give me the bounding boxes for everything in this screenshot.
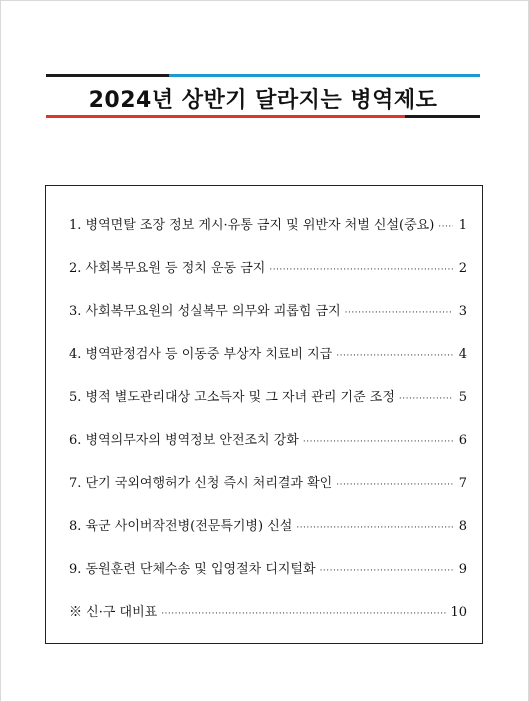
toc-leader-dots bbox=[399, 394, 453, 404]
toc-item-text: 9. 동원훈련 단체수송 및 입영절차 디지털화 bbox=[69, 562, 316, 577]
toc-leader-dots bbox=[303, 437, 453, 447]
toc-item-8[interactable] bbox=[69, 515, 467, 535]
toc-item-6[interactable] bbox=[69, 429, 467, 449]
toc-item-3[interactable] bbox=[69, 300, 467, 320]
toc-leader-dots bbox=[161, 609, 446, 619]
toc-page-number: 10 bbox=[450, 605, 467, 620]
toc-item-text: 8. 육군 사이버작전병(전문특기병) 신설 bbox=[69, 519, 293, 534]
toc-item-text: 3. 사회복무요원의 성실복무 의무와 괴롭힘 금지 bbox=[69, 304, 341, 319]
toc-page-number: 7 bbox=[458, 476, 467, 491]
toc-item-1[interactable] bbox=[69, 214, 467, 234]
toc-item-comparison-table[interactable] bbox=[69, 601, 467, 621]
toc-item-text: 2. 사회복무요원 등 정치 운동 금지 bbox=[69, 261, 266, 276]
toc-page-number: 9 bbox=[458, 562, 467, 577]
toc-page-number: 8 bbox=[458, 519, 467, 534]
toc-item-7[interactable] bbox=[69, 472, 467, 492]
toc-item-4[interactable] bbox=[69, 343, 467, 363]
toc-leader-dots bbox=[336, 480, 453, 490]
toc-page-number: 5 bbox=[458, 390, 467, 405]
toc-item-9[interactable] bbox=[69, 558, 467, 578]
toc-leader-dots bbox=[269, 265, 453, 275]
title-band bbox=[46, 74, 480, 118]
toc-item-text: ※ 신·구 대비표 bbox=[69, 605, 158, 620]
toc-leader-dots bbox=[320, 566, 453, 576]
toc-leader-dots bbox=[345, 308, 453, 318]
toc-item-text: 4. 병역판정검사 등 이동중 부상자 치료비 지급 bbox=[69, 347, 333, 362]
toc-page-number: 4 bbox=[458, 347, 467, 362]
document-title: 2024년 상반기 달라지는 병역제도 bbox=[88, 88, 438, 113]
toc-item-5[interactable] bbox=[69, 386, 467, 406]
toc-item-text: 6. 병역의무자의 병역정보 안전조치 강화 bbox=[69, 433, 299, 448]
toc-item-text: 5. 병적 별도관리대상 고소득자 및 그 자녀 관리 기준 조정 bbox=[69, 390, 395, 405]
table-of-contents bbox=[45, 185, 483, 644]
toc-leader-dots bbox=[296, 523, 453, 533]
toc-page-number: 3 bbox=[458, 304, 467, 319]
toc-page-number: 6 bbox=[458, 433, 467, 448]
title-bar-bottom-black bbox=[405, 115, 480, 118]
toc-page-number: 2 bbox=[458, 261, 467, 276]
toc-item-2[interactable] bbox=[69, 257, 467, 277]
title-bar-top-black bbox=[46, 74, 169, 77]
title-bar-top-blue bbox=[169, 74, 480, 77]
toc-page-number: 1 bbox=[458, 218, 467, 233]
toc-leader-dots bbox=[336, 351, 453, 361]
toc-item-text: 1. 병역면탈 조장 정보 게시·유통 금지 및 위반자 처벌 신설(중요) bbox=[69, 218, 435, 233]
toc-item-text: 7. 단기 국외여행허가 신청 즉시 처리결과 확인 bbox=[69, 476, 333, 491]
title-bar-bottom-red bbox=[46, 115, 405, 118]
toc-leader-dots bbox=[438, 222, 453, 232]
